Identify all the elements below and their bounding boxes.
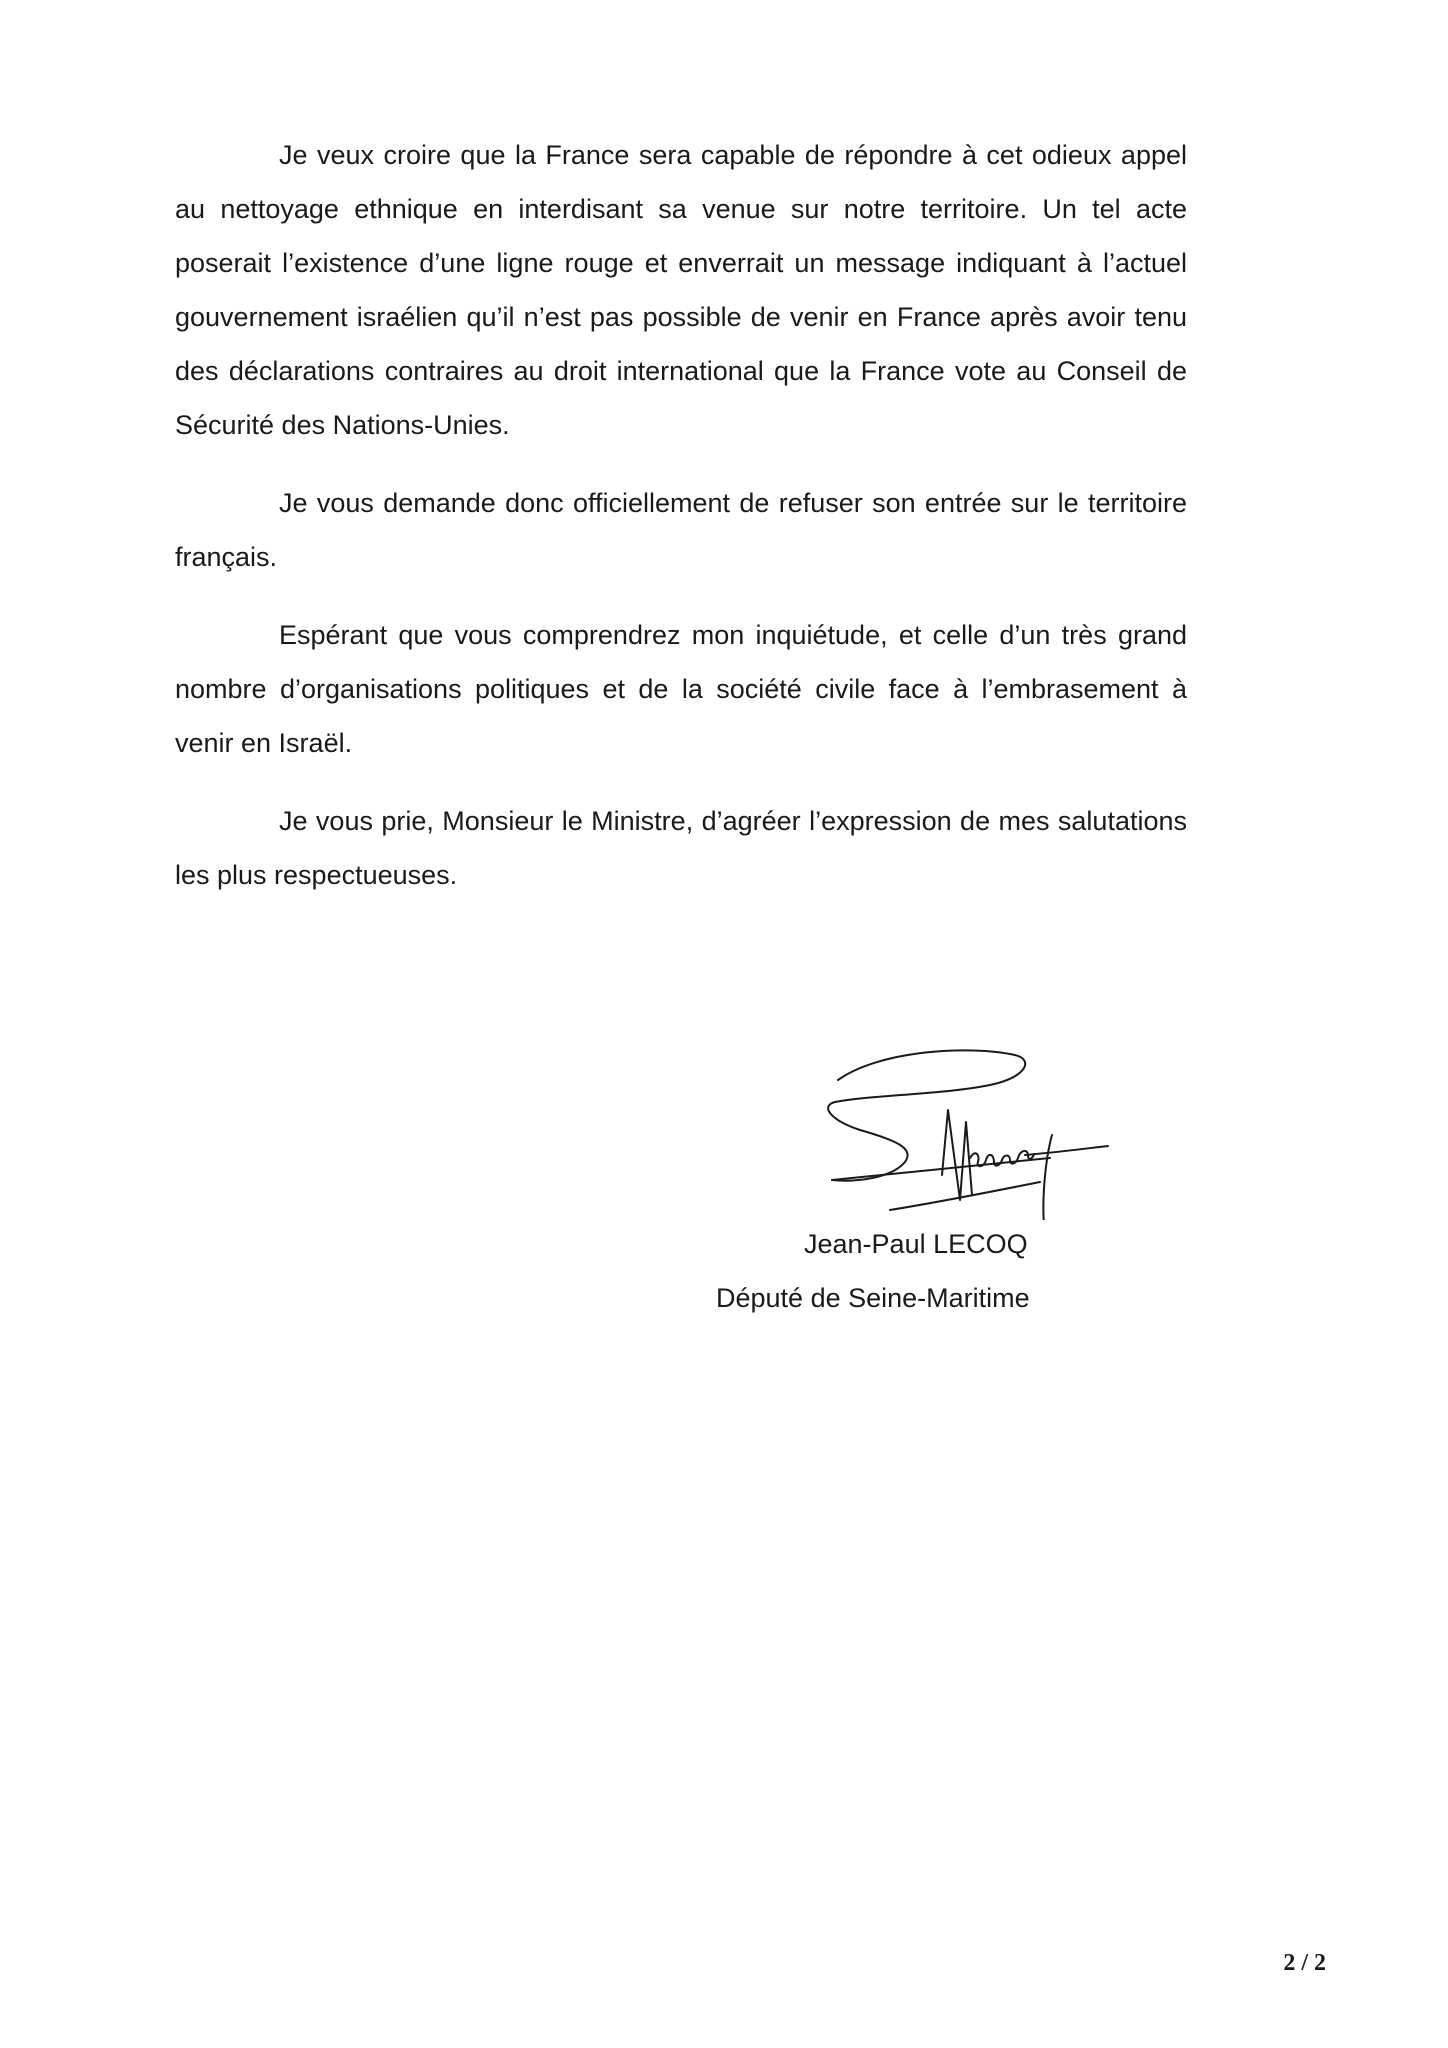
paragraph-2: Je vous demande donc officiellement de refuser son entrée sur le territoire français.: [175, 488, 1187, 572]
paragraph-1: Je veux croire que la France sera capable de répondre à cet odieux appel au nettoyage ethnique en interdisant sa venue sur notre territoire. Un tel acte poserait l’existence d’une ligne rouge et enverrait un message indiquant à l’actuel gouvernement israélien qu’il n’est pas possible de venir en France après avoir tenu des déclarations contraires au droit international que la France vote au Conseil de Sécurité des Nations-Unies.: [175, 140, 1187, 440]
signature-drawing: [820, 1040, 1120, 1220]
signatory-title: Député de Seine-Maritime: [716, 1283, 1030, 1313]
letter-body: [175, 128, 1187, 926]
page-number: 2 / 2: [1283, 1950, 1326, 1976]
paragraph-3: Espérant que vous comprendrez mon inquiétude, et celle d’un très grand nombre d’organisations politiques et de la société civile face à l’embrasement à venir en Israël.: [175, 620, 1187, 758]
handwritten-signature: [820, 1040, 1120, 1220]
signatory-name: Jean-Paul LECOQ: [804, 1229, 1028, 1259]
paragraph-4: Je vous prie, Monsieur le Ministre, d’agréer l’expression de mes salutations les plus respectueuses.: [175, 806, 1187, 890]
